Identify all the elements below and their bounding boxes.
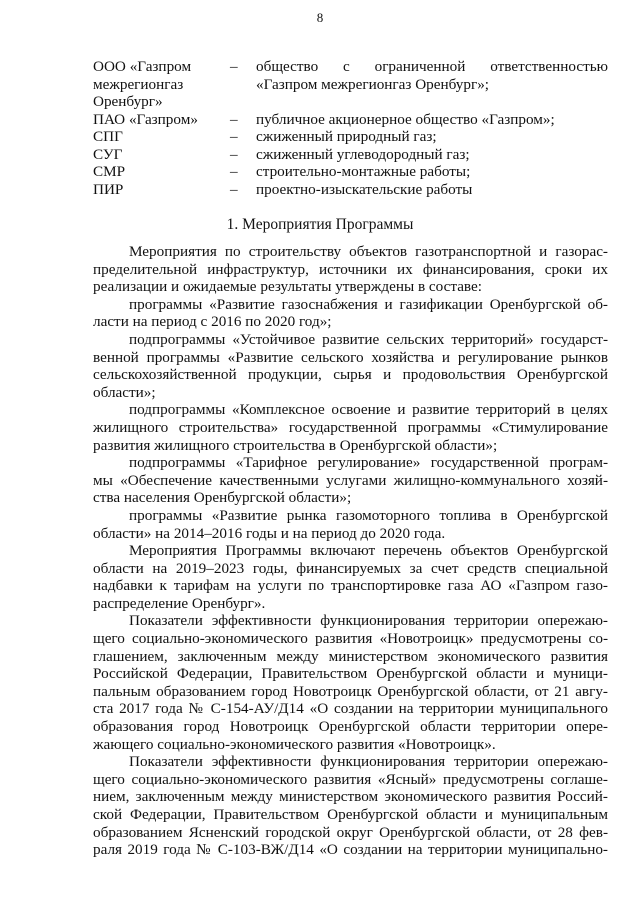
abbreviation-definition [256, 111, 608, 129]
abbreviation-term [93, 58, 230, 111]
paragraph-line: жающего социально-экономического развития «Новотроицк». [93, 735, 496, 753]
paragraph-line: Мероприятия Программы включают перечень объектов Оренбургской [129, 542, 608, 560]
abbreviation-definition-line: сжиженный углеводородный газ; [256, 146, 470, 163]
abbreviation-row [93, 181, 608, 199]
abbreviation-term [93, 163, 230, 181]
abbreviation-term-line: СУГ [93, 146, 123, 163]
paragraph-line: Российской Федерации, Правительством Оренбургской области и муници- [93, 665, 608, 683]
abbreviation-dash: – [230, 58, 238, 75]
paragraph-line: жилищного строительства» государственной программы «Стимулирование [93, 418, 608, 436]
abbreviation-term [93, 128, 230, 146]
paragraph-line: подпрограммы «Устойчивое развитие сельских территорий» государст- [129, 330, 608, 348]
paragraph [93, 296, 608, 331]
paragraph-line: распределение Оренбург». [93, 594, 266, 612]
body-text [93, 243, 608, 859]
abbreviation-term [93, 181, 230, 199]
paragraph-line: образования город Новотроицк Оренбургской области территории опере- [93, 718, 608, 736]
abbreviation-definition-line: строительно-монтажные работы; [256, 163, 471, 180]
paragraph-line: подпрограммы «Тарифное регулирование» государственной програм- [129, 454, 608, 472]
abbreviation-row [93, 146, 608, 164]
paragraph [93, 331, 608, 401]
abbreviation-term-line: Оренбург» [93, 93, 163, 110]
section-heading: 1. Мероприятия Программы [226, 216, 414, 233]
paragraph [93, 753, 608, 859]
abbreviation-row [93, 111, 608, 129]
abbreviation-term-line: ПАО «Газпром» [93, 111, 198, 128]
abbreviation-term-line: СПГ [93, 128, 123, 145]
abbreviation-dash: – [230, 146, 238, 163]
paragraph-line: нием, заключенным между министерством экономического развития Россий- [93, 788, 608, 806]
abbreviation-term [93, 146, 230, 164]
paragraph [93, 454, 608, 507]
paragraph-line: ласти на период с 2016 по 2020 год»; [93, 313, 332, 331]
paragraph-line: мы «Обеспечение качественными услугами жилищно-коммунального хозяй- [93, 471, 608, 489]
abbreviation-dash: – [230, 181, 238, 198]
paragraph-line: области на 2019–2023 годы, финансируемых за счет средств специальной [93, 559, 608, 577]
abbreviation-term [93, 111, 230, 129]
paragraph-line: сельскохозяйственной продукции, сырья и продовольствия Оренбургской [93, 366, 608, 384]
abbreviation-term-line: ООО «Газпром [93, 58, 192, 75]
page-number: 8 [316, 10, 324, 25]
paragraph [93, 612, 608, 753]
abbreviation-term-line: ПИР [93, 181, 124, 198]
abbreviation-definition-line: проектно-изыскательские работы [256, 181, 473, 198]
abbreviation-definition-line: публичное акционерное общество «Газпром»; [256, 111, 555, 128]
paragraph-line: надбавки к тарифам на услуги по транспортировке газа АО «Газпром газо- [93, 577, 608, 595]
paragraph [93, 401, 608, 454]
abbreviation-row [93, 163, 608, 181]
paragraph-line: образованием Ясненский городской округ Оренбургской области, от 28 фев- [93, 823, 608, 841]
paragraph-line: ской Федерации, Правительством Оренбургской области и муниципальным [93, 806, 608, 823]
abbreviation-definition [256, 128, 608, 146]
abbreviation-row [93, 128, 608, 146]
paragraph-line: ства населения Оренбургской области»; [93, 489, 352, 507]
abbreviation-definition-line: «Газпром межрегионгаз Оренбург»; [256, 75, 490, 93]
paragraph [93, 542, 608, 612]
abbreviation-dash: – [230, 128, 238, 145]
paragraph-line: программы «Развитие рынка газомоторного топлива в Оренбургской [129, 506, 608, 524]
paragraph-line: подпрограммы «Комплексное освоение и развитие территорий в целях [129, 401, 608, 419]
paragraph-line: щего социально-экономического развития «Ясный» предусмотрены соглаше- [93, 770, 608, 788]
paragraph-line: щего социально-экономического развития «Новотроицк» предусмотрены со- [93, 630, 608, 648]
paragraph-line: Показатели эффективности функционирования территории опережаю- [129, 753, 608, 771]
abbreviation-term-line: межрегионгаз [93, 75, 184, 93]
paragraph [93, 243, 608, 296]
abbreviation-dash: – [230, 163, 238, 180]
paragraph-line: развития жилищного строительства в Оренбургской области»; [93, 436, 498, 454]
paragraph-line: венной программы «Развитие сельского хозяйства и регулирование рынков [93, 348, 608, 366]
paragraph-line: ста 2017 года № С-154-АУ/Д14 «О создании на территории муниципального [93, 700, 608, 718]
abbreviation-dash: – [230, 111, 238, 128]
abbreviation-definition [256, 146, 608, 164]
paragraph-line: пальным образованием город Новотроицк Оренбургской области, от 21 авгу- [93, 682, 608, 700]
abbreviation-row [93, 58, 608, 111]
abbreviation-definition-line: общество с ограниченной ответственностью [256, 58, 608, 75]
abbreviation-definition [256, 58, 608, 111]
paragraph-line: реализации и ожидаемые результаты утверждены в составе: [93, 278, 482, 296]
abbreviation-definition [256, 163, 608, 181]
paragraph-line: области» на 2014–2016 годы и на период до 2020 года. [93, 524, 446, 542]
abbreviation-definition [256, 181, 608, 199]
paragraph-line: Мероприятия по строительству объектов газотранспортной и газорас- [129, 243, 608, 260]
paragraph [93, 507, 608, 542]
paragraph-line: пределительной инфраструктур, источники их финансирования, сроки их [93, 260, 608, 278]
abbreviation-term-line: СМР [93, 163, 126, 180]
abbreviation-definition-line: сжиженный природный газ; [256, 128, 437, 145]
paragraph-line: Показатели эффективности функционирования территории опережаю- [129, 612, 608, 630]
paragraph-line: раля 2019 года № С-103-ВЖ/Д14 «О создании на территории муниципально- [93, 841, 608, 859]
paragraph-line: программы «Развитие газоснабжения и газификации Оренбургской об- [129, 295, 608, 313]
paragraph-line: области»; [93, 383, 156, 401]
paragraph-line: глашением, заключенным между министерством экономического развития [93, 647, 608, 665]
